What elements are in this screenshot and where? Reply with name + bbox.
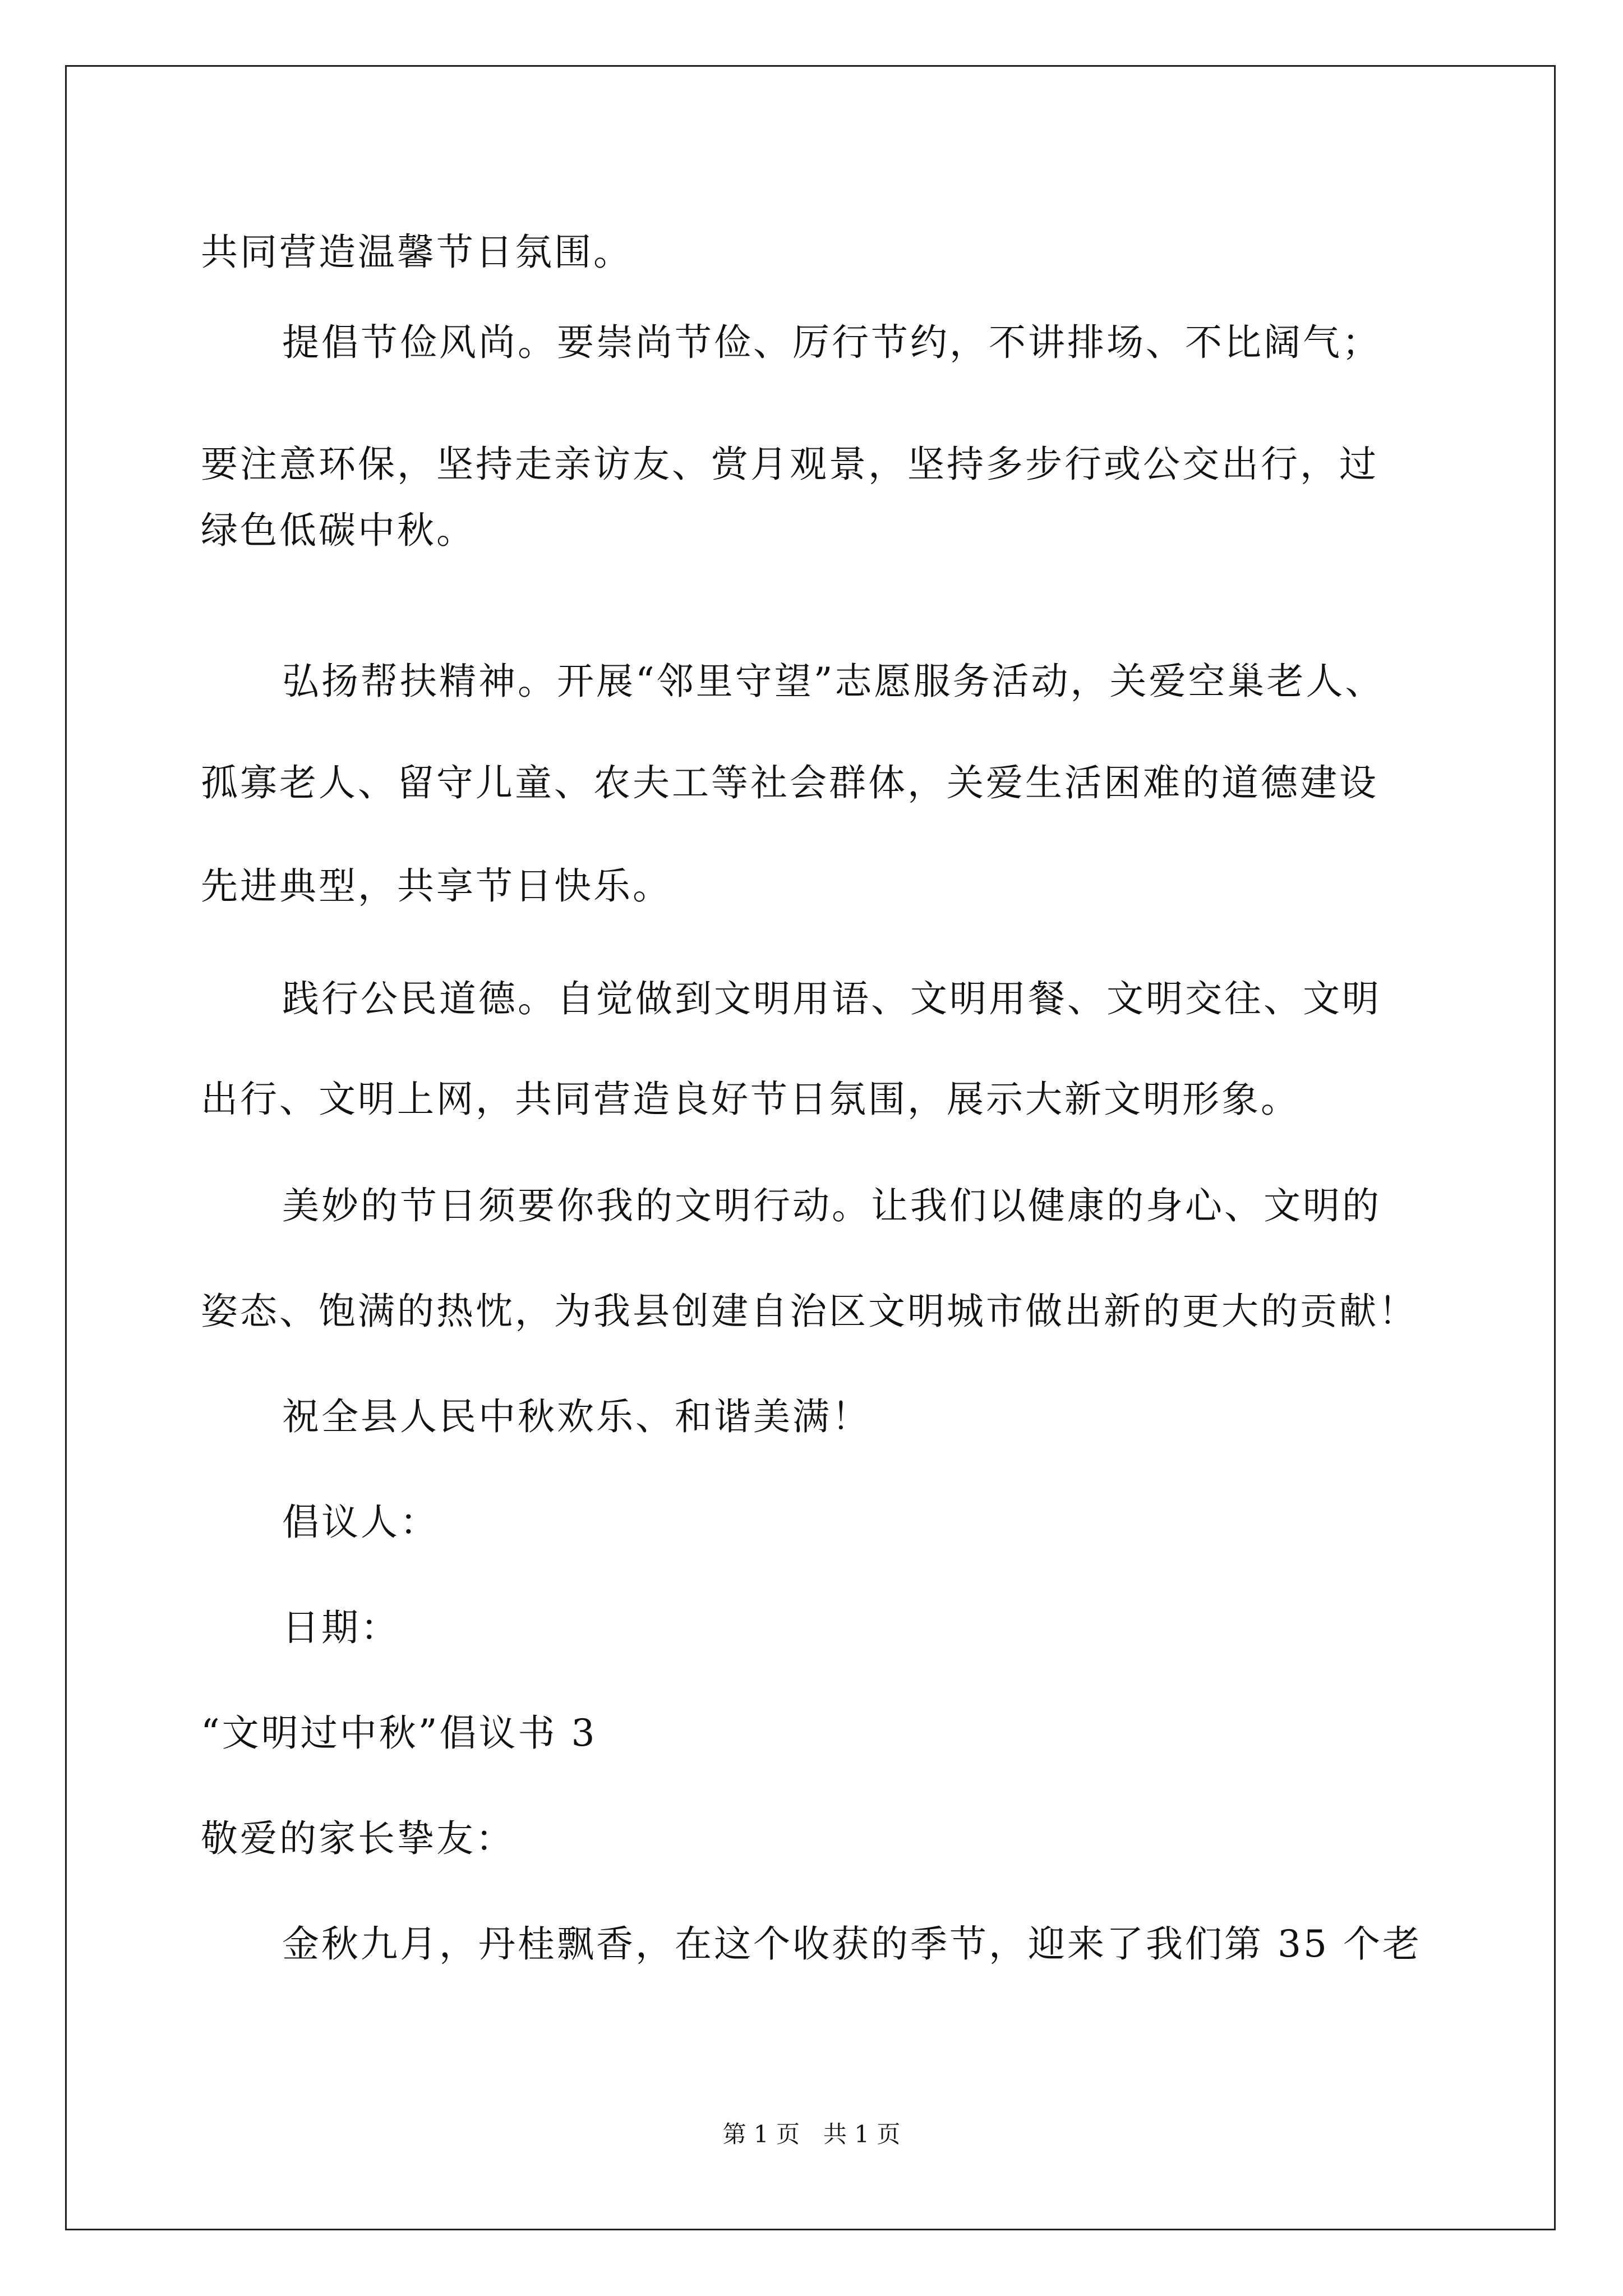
page-footer: 第 1 页 共 1 页	[722, 2120, 901, 2148]
page-border	[65, 65, 1556, 2230]
text-line-1: 共同营造温馨节日氛围。	[201, 231, 633, 274]
text-line-13: 倡议人：	[282, 1501, 439, 1544]
text-line-7: 先进典型，共享节日快乐。	[201, 864, 672, 908]
text-line-10: 美妙的节日须要你我的文明行动。让我们以健康的身心、文明的	[282, 1184, 1381, 1227]
text-line-2: 提倡节俭风尚。要崇尚节俭、厉行节约，不讲排场、不比阔气；	[282, 321, 1381, 364]
text-line-3: 要注意环保，坚持走亲访友、赏月观景，坚持多步行或公交出行，过	[201, 443, 1378, 486]
text-line-4: 绿色低碳中秋。	[201, 509, 476, 552]
text-line-12: 祝全县人民中秋欢乐、和谐美满！	[282, 1395, 871, 1438]
text-line-17: 金秋九月，丹桂飘香，在这个收获的季节，迎来了我们第 35 个老	[282, 1922, 1422, 1966]
text-line-8: 践行公民道德。自觉做到文明用语、文明用餐、文明交往、文明	[282, 977, 1381, 1020]
text-line-9: 出行、文明上网，共同营造良好节日氛围，展示大新文明形象。	[201, 1078, 1300, 1121]
salutation: 敬爱的家长挚友：	[201, 1817, 515, 1860]
section-heading: “文明过中秋”倡议书 3	[201, 1711, 597, 1755]
text-line-6: 孤寡老人、留守儿童、农夫工等社会群体，关爱生活困难的道德建设	[201, 761, 1378, 804]
text-line-11: 姿态、饱满的热忱，为我县创建自治区文明城市做出新的更大的贡献！	[201, 1290, 1418, 1333]
text-line-14: 日期：	[282, 1606, 400, 1649]
text-line-5: 弘扬帮扶精神。开展“邻里守望”志愿服务活动，关爱空巢老人、	[282, 660, 1385, 703]
